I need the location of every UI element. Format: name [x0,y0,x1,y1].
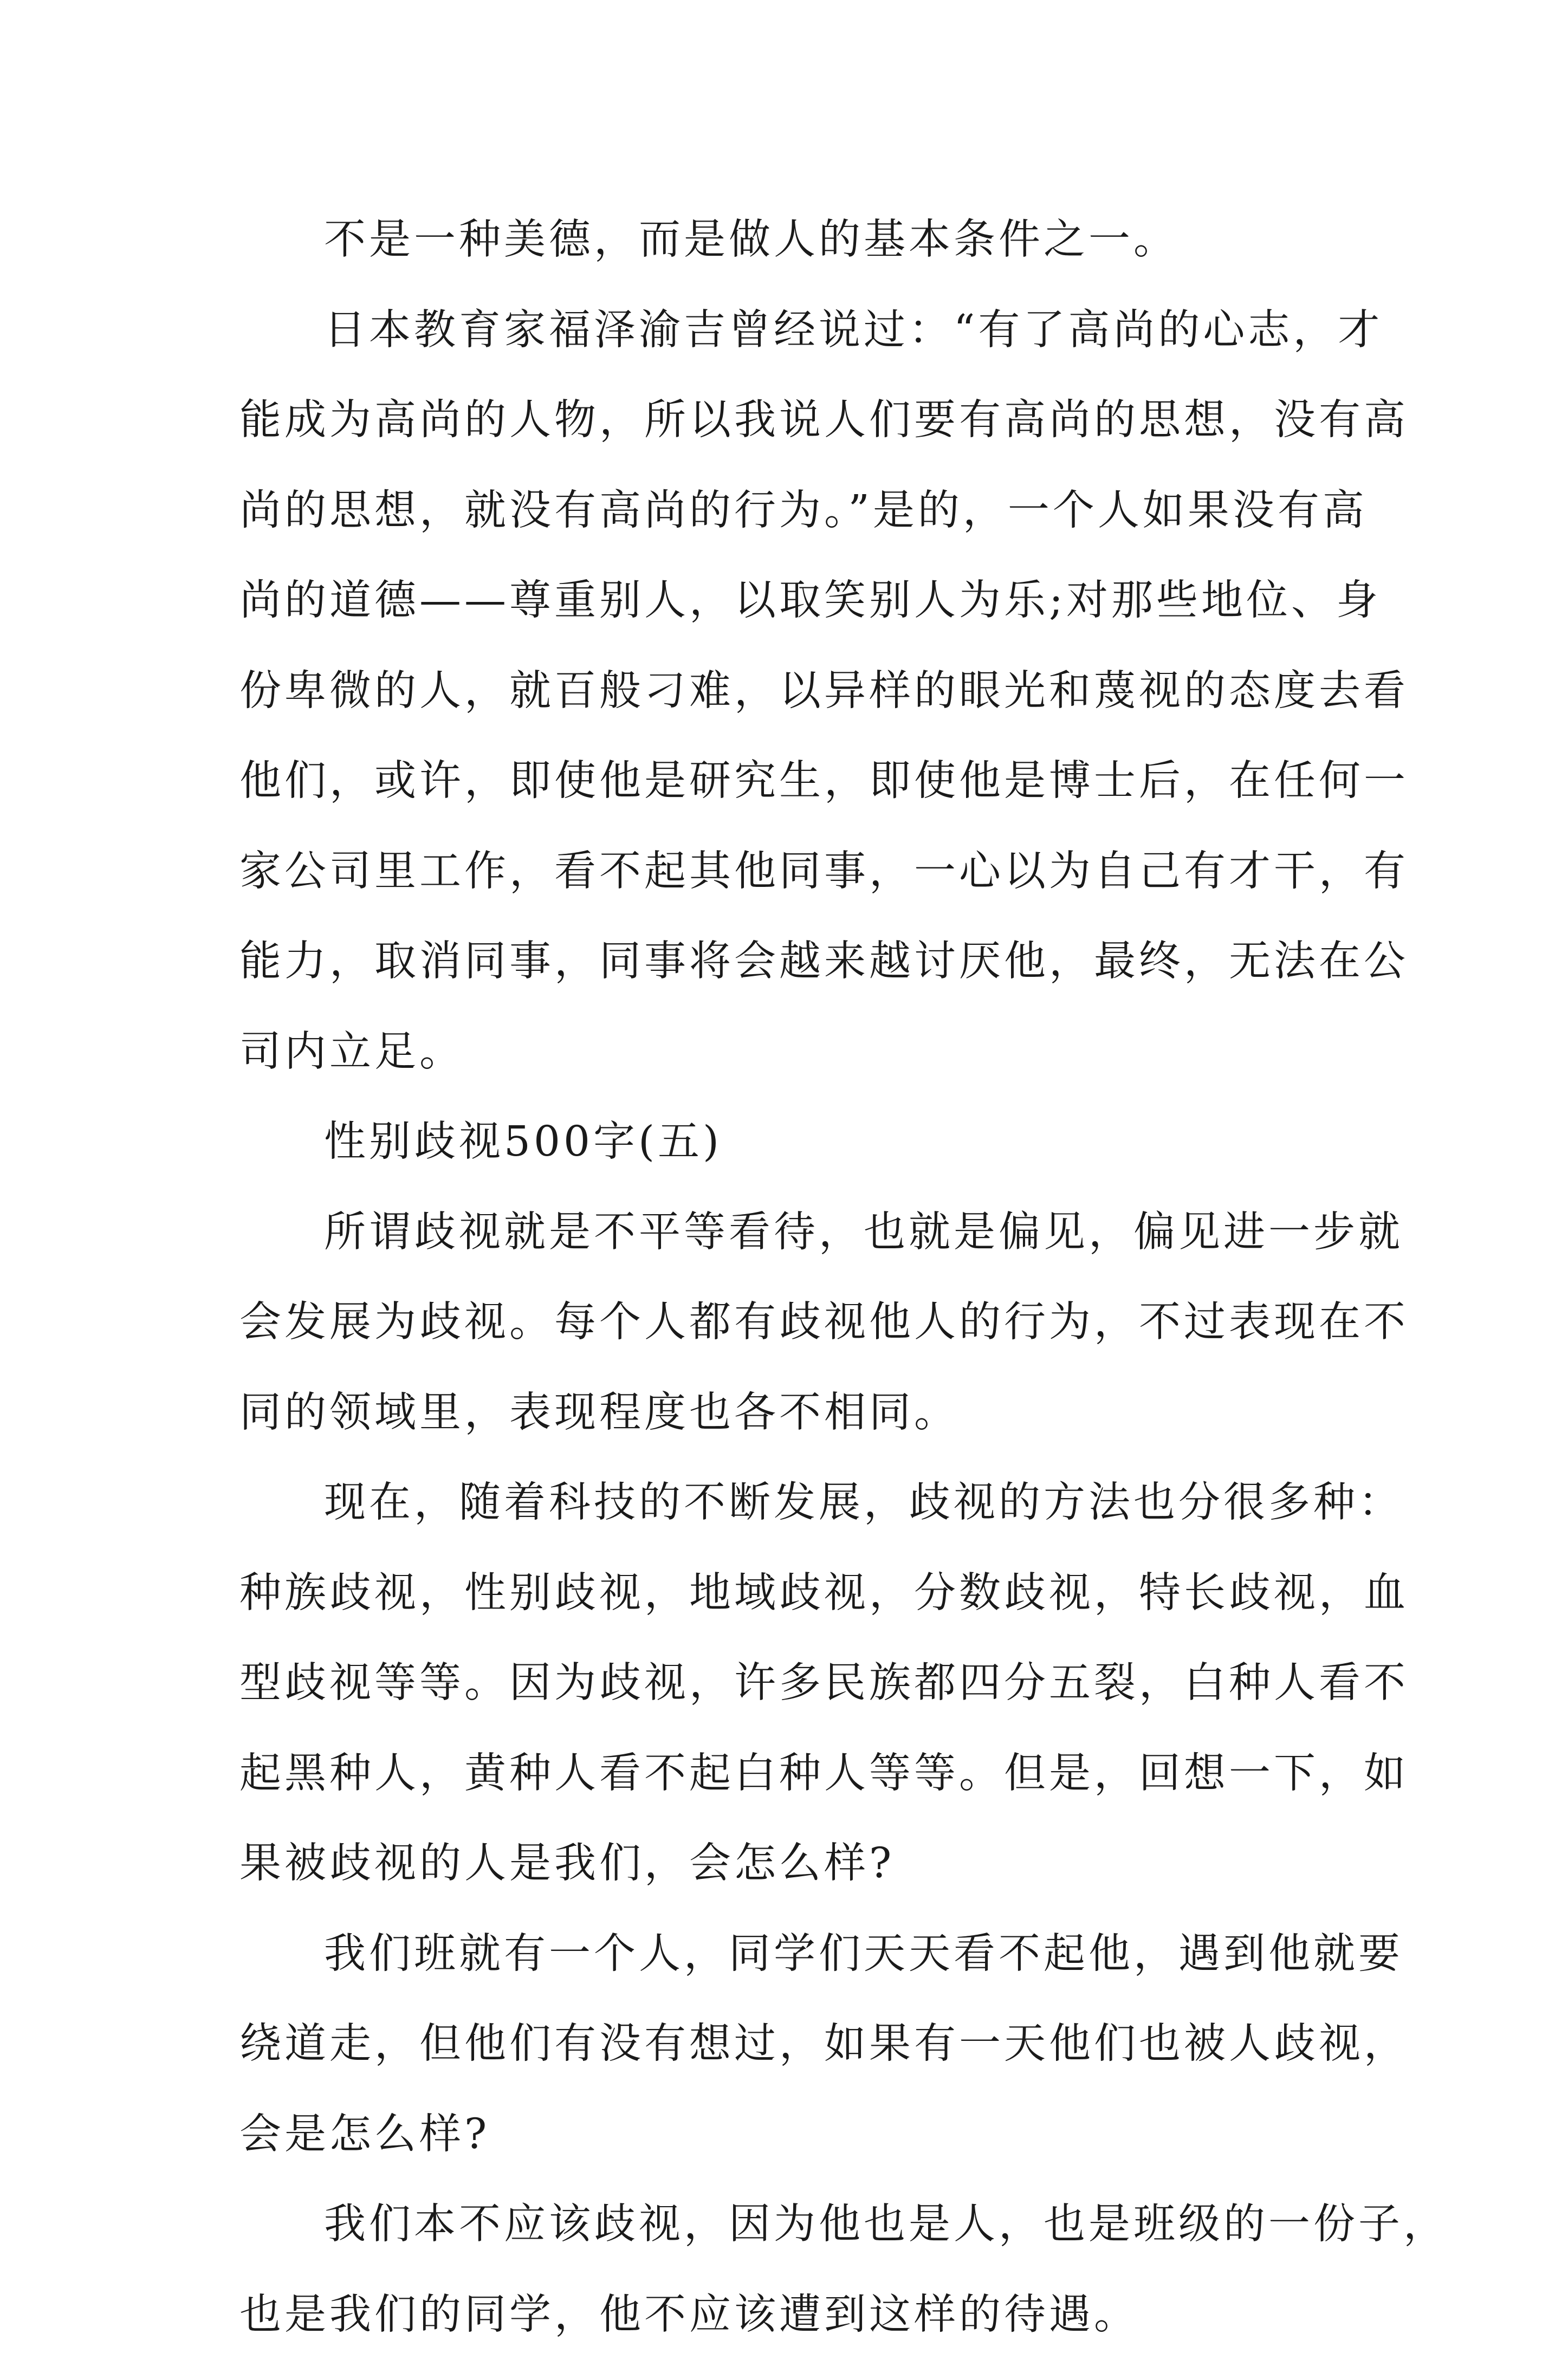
text-line: 尚的道德——尊重别人，以取笑别人为乐;对那些地位、身 [239,556,1339,646]
text-line: 他们，或许，即使他是研究生，即使他是博士后，在任何一 [239,736,1339,827]
text-line: 司内立足。 [239,1007,1339,1098]
text-line: 会是怎么样? [239,2090,1339,2180]
text-line: 绕道走，但他们有没有想过，如果有一天他们也被人歧视， [239,1999,1339,2090]
text-line: 尚的思想，就没有高尚的行为。”是的，一个人如果没有高 [239,466,1339,556]
text-line: 起黑种人，黄种人看不起白种人等等。但是，回想一下，如 [239,1729,1339,1819]
text-line: 份卑微的人，就百般刁难，以异样的眼光和蔑视的态度去看 [239,646,1339,737]
text-line: 同的领域里，表现程度也各不相同。 [239,1368,1339,1458]
text-line: 家公司里工作，看不起其他同事，一心以为自己有才干，有 [239,827,1339,917]
document-body [239,195,1339,2360]
text-line: 会发展为歧视。每个人都有歧视他人的行为，不过表现在不 [239,1278,1339,1368]
text-line: 我们班就有一个人，同学们天天看不起他，遇到他就要 [239,1909,1339,2000]
text-line: 果被歧视的人是我们，会怎么样? [239,1819,1339,1909]
section-heading: 性别歧视500字(五) [239,1097,1339,1188]
text-line: 日本教育家福泽渝吉曾经说过：“有了高尚的心志，才 [239,286,1339,376]
text-line: 我们本不应该歧视，因为他也是人，也是班级的一份子， [239,2180,1339,2270]
text-line: 能成为高尚的人物，所以我说人们要有高尚的思想，没有高 [239,375,1339,466]
text-line: 能力，取消同事，同事将会越来越讨厌他，最终，无法在公 [239,917,1339,1007]
text-line: 种族歧视，性别歧视，地域歧视，分数歧视，特长歧视，血 [239,1548,1339,1639]
text-line: 现在，随着科技的不断发展，歧视的方法也分很多种： [239,1458,1339,1548]
text-line: 也是我们的同学，他不应该遭到这样的待遇。 [239,2270,1339,2360]
text-line: 所谓歧视就是不平等看待，也就是偏见，偏见进一步就 [239,1188,1339,1278]
text-line: 不是一种美德，而是做人的基本条件之一。 [239,195,1339,286]
text-line: 型歧视等等。因为歧视，许多民族都四分五裂，白种人看不 [239,1638,1339,1729]
